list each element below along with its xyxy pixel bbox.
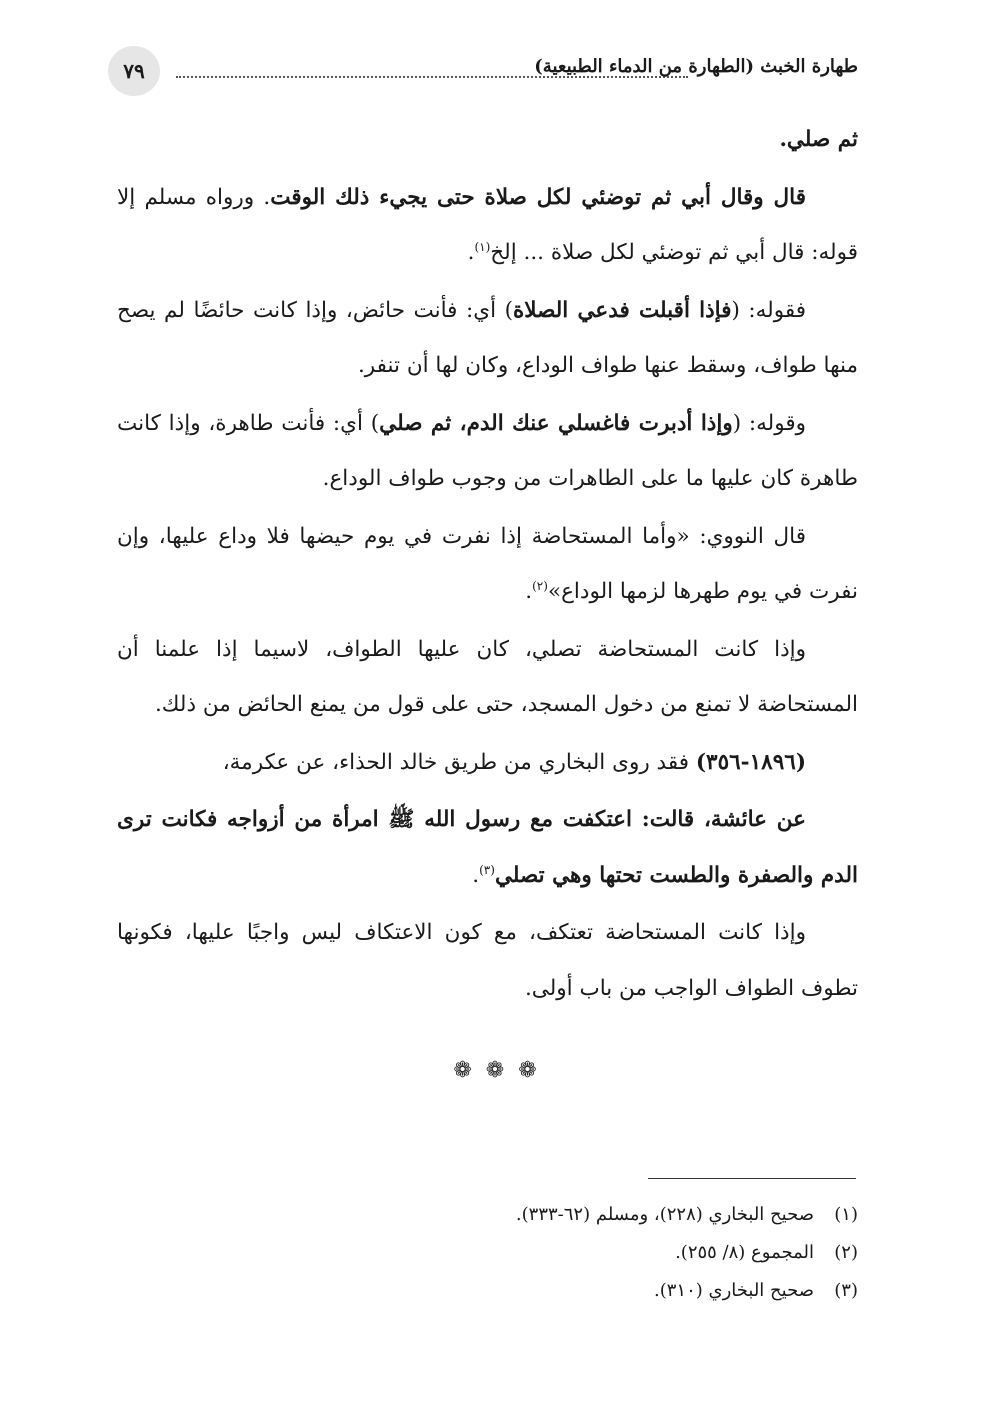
footnote-ref[interactable]: (٣) (479, 862, 495, 877)
page-header (108, 46, 858, 96)
hadith-number: (١٨٩٦-٣٥٦) (695, 749, 806, 775)
paragraph (117, 283, 858, 394)
paragraph (117, 112, 858, 168)
hadith-text: عن عائشة، قالت: اعتكفت مع رسول الله ﷺ امرأة من أزواجه فكانت ترى الدم والصفرة والطست تحتها وهي تصلي (117, 807, 858, 888)
hadith-text: وإذا أدبرت فاغسلي عنك الدم، ثم صلي (379, 410, 733, 436)
paragraph-text: قال النووي: «وأما المستحاضة إذا نفرت في يوم حيضها فلا وداع عليها، وإن نفرت في يوم طهرها لزمها الوداع» (117, 523, 858, 604)
paragraph-text: وقوله: ( (732, 410, 807, 436)
footnote-item (117, 1234, 858, 1272)
punctuation: . (525, 579, 533, 604)
footnote-number: (٢) (834, 1242, 858, 1263)
paragraph-text: فقد روى البخاري من طريق خالد الحذاء، عن عكرمة، (222, 749, 696, 775)
main-text (117, 112, 858, 1018)
paragraph-text: ) أي: فأنت طاهرة، وإذا كانت طاهرة كان عليها ما على الطاهرات من وجوب طواف الوداع. (117, 410, 858, 491)
footnotes (117, 1196, 858, 1310)
paragraph (117, 905, 858, 1016)
paragraph-text: ) أي: فأنت حائض، وإذا كانت حائضًا لم يصح منها طواف، وسقط عنها طواف الوداع، وكان لها أن تنفر. (117, 297, 858, 378)
paragraph (117, 509, 858, 620)
paragraph-text: . ورواه مسلم إلا قوله: قال أبي ثم توضئي لكل صلاة ... إلخ (117, 184, 858, 265)
hadith-text: فإذا أقبلت فدعي الصلاة (512, 297, 732, 323)
footnote-item (117, 1196, 858, 1234)
footnote-text: المجموع (٨/ ٢٥٥). (675, 1242, 814, 1263)
footnote-separator (648, 1178, 856, 1179)
paragraph-text: وإذا كانت المستحاضة تعتكف، مع كون الاعتكاف ليس واجبًا عليها، فكونها تطوف الطواف الواجب من باب أولى. (117, 920, 858, 1001)
paragraph (117, 792, 858, 903)
footnote-ref[interactable]: (١) (474, 239, 491, 254)
paragraph (117, 396, 858, 507)
paragraph (117, 735, 858, 791)
paragraph (117, 170, 858, 281)
footnote-number: (٣) (834, 1280, 858, 1301)
paragraph-text: ثم صلي. (779, 127, 858, 152)
section-ornament: ❁❁❁ (453, 1058, 551, 1083)
hadith-text: قال وقال أبي ثم توضئي لكل صلاة حتى يجيء ذلك الوقت (270, 184, 807, 210)
punctuation: . (467, 240, 475, 265)
running-head: طهارة الخبث (الطهارة من الدماء الطبيعية) (534, 56, 858, 77)
footnote-text: صحيح البخاري (٣١٠). (654, 1280, 814, 1301)
paragraph (117, 622, 858, 733)
punctuation: . (472, 862, 480, 888)
footnote-text: صحيح البخاري (٢٢٨)، ومسلم (٦٢-٣٣٣). (515, 1204, 814, 1225)
footnote-ref[interactable]: (٢) (532, 578, 548, 593)
footnote-number: (١) (834, 1204, 858, 1225)
footnote-item (117, 1272, 858, 1310)
paragraph-text: وإذا كانت المستحاضة تصلي، كان عليها الطواف، لاسيما إذا علمنا أن المستحاضة لا تمنع من دخول المسجد، حتى على قول من يمنع الحائض من ذلك. (117, 636, 858, 717)
page-number: ٧٩ (108, 46, 160, 96)
paragraph-text: فقوله: ( (731, 297, 806, 323)
